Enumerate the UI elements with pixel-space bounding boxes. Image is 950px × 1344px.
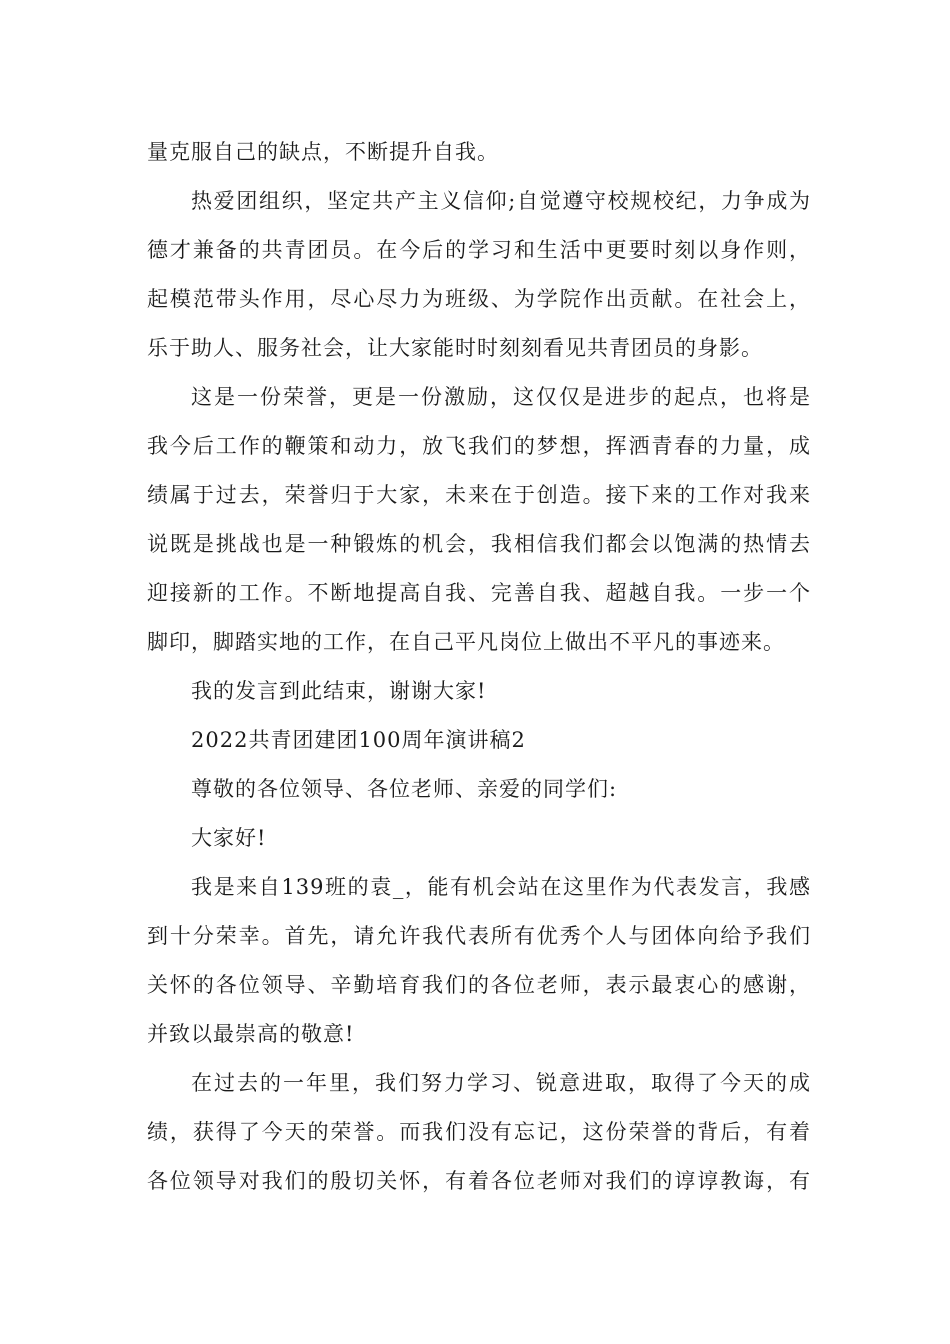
text-line: 并致以最崇高的敬意! bbox=[147, 1022, 355, 1046]
text-line: 乐于助人、服务社会，让大家能时时刻刻看见共青团员的身影。 bbox=[147, 336, 763, 360]
text-line: 尊敬的各位领导、各位老师、亲爱的同学们: bbox=[191, 777, 618, 801]
text-line: 在过去的一年里，我们努力学习、锐意进取，取得了今天的成 bbox=[191, 1071, 811, 1095]
text-line: 这是一份荣誉，更是一份激励，这仅仅是进步的起点，也将是 bbox=[191, 385, 811, 409]
text-line: 起模范带头作用，尽心尽力为班级、为学院作出贡献。在社会上， bbox=[147, 287, 811, 311]
text-line: 关怀的各位领导、辛勤培育我们的各位老师，表示最衷心的感谢， bbox=[147, 973, 811, 997]
text-line: 2022共青团建团100周年演讲稿2 bbox=[191, 728, 526, 752]
text-line: 脚印，脚踏实地的工作，在自己平凡岗位上做出不平凡的事迹来。 bbox=[147, 630, 785, 654]
text-line: 到十分荣幸。首先，请允许我代表所有优秀个人与团体向给予我们 bbox=[147, 924, 811, 948]
text-line: 说既是挑战也是一种锻炼的机会，我相信我们都会以饱满的热情去 bbox=[147, 532, 811, 556]
text-line: 德才兼备的共青团员。在今后的学习和生活中更要时刻以身作则， bbox=[147, 238, 811, 262]
text-line: 绩属于过去，荣誉归于大家，未来在于创造。接下来的工作对我来 bbox=[147, 483, 811, 507]
text-line: 迎接新的工作。不断地提高自我、完善自我、超越自我。一步一个 bbox=[147, 581, 811, 605]
text-line: 热爱团组织，坚定共产主义信仰;自觉遵守校规校纪，力争成为 bbox=[191, 189, 811, 213]
text-line: 我的发言到此结束，谢谢大家! bbox=[191, 679, 487, 703]
text-line: 各位领导对我们的殷切关怀，有着各位老师对我们的谆谆教诲，有 bbox=[147, 1169, 811, 1193]
text-line: 量克服自己的缺点，不断提升自我。 bbox=[147, 140, 499, 164]
text-line: 大家好! bbox=[191, 826, 267, 850]
text-line: 我今后工作的鞭策和动力，放飞我们的梦想，挥洒青春的力量，成 bbox=[147, 434, 811, 458]
text-line: 我是来自139班的袁_，能有机会站在这里作为代表发言，我感 bbox=[191, 875, 811, 899]
text-line: 绩，获得了今天的荣誉。而我们没有忘记，这份荣誉的背后，有着 bbox=[147, 1120, 811, 1144]
document-body bbox=[147, 128, 811, 1206]
